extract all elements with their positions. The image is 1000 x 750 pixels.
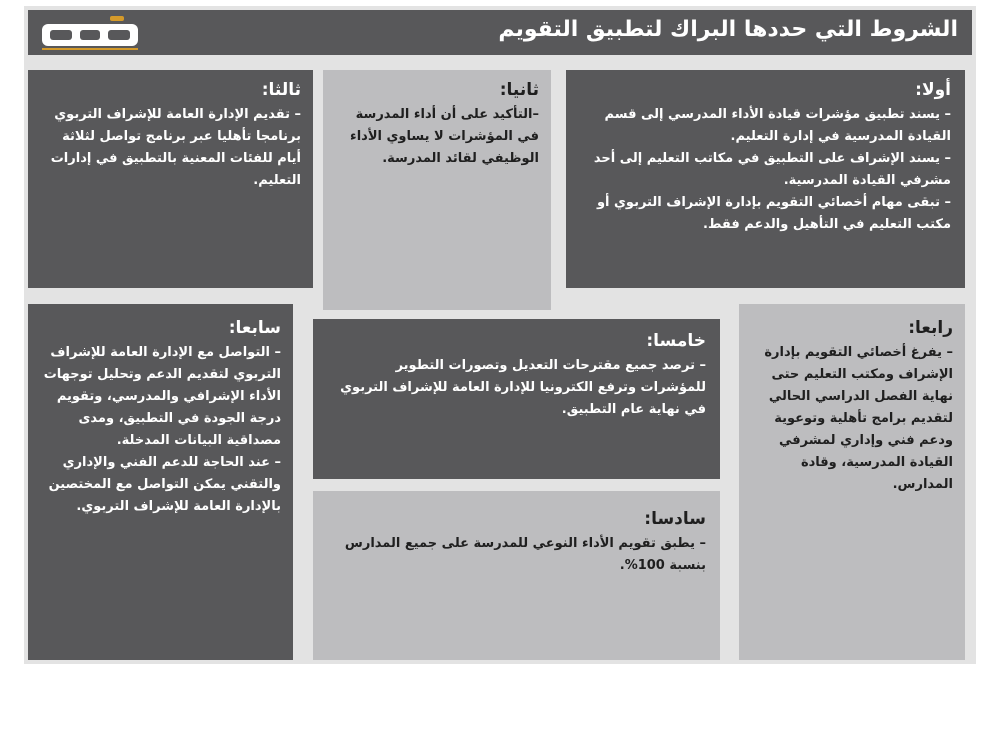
section-first-line-2: – يسند الإشراف على التطبيق في مكاتب التعليم إلى أحد مشرفي القيادة المدرسية.	[593, 151, 951, 188]
section-third-text	[40, 104, 301, 192]
section-sixth-title: سادسا:	[644, 509, 706, 529]
section-seventh-line-2: – عند الحاجة للدعم الفني والإداري والتقني يمكن التواصل مع المختصين بالإدارة العامة للإشراف التربوي.	[48, 455, 281, 514]
section-fifth-title: خامسا:	[646, 331, 706, 351]
section-third-line-1: – تقديم الإدارة العامة للإشراف التربوي برنامجا تأهليا عبر برنامج تواصل لثلاثة أيام للفئات المعنية بالتطبيق في إدارات التعليم.	[50, 107, 301, 188]
section-second-line-1: –التأكيد على أن أداء المدرسة في المؤشرات لا يساوي الأداء الوظيفي لقائد المدرسة.	[350, 107, 539, 166]
section-fifth-text	[327, 355, 706, 421]
section-fourth-title: رابعا:	[908, 318, 953, 338]
section-sixth	[313, 491, 720, 660]
makkah-logo	[38, 14, 143, 52]
header-bar	[28, 10, 972, 55]
section-second	[323, 70, 551, 310]
section-first-line-1: – يسند تطبيق مؤشرات قيادة الأداء المدرسي إلى قسم القيادة المدرسية في إدارة التعليم.	[604, 107, 951, 144]
section-fourth-line-1: – يفرغ أخصائي التقويم بإدارة الإشراف ومكتب التعليم حتى نهاية الفصل الدراسي الحالي لتقديم برامج تأهلية وتوعوية ودعم فني وإداري لمشرفي القيادة المدرسية، وقادة المدارس.	[764, 345, 953, 492]
section-seventh-title: سابعا:	[228, 318, 281, 338]
section-first-line-3: – تبقى مهام أخصائي التقويم بإدارة الإشراف التربوي أو مكتب التعليم في التأهيل والدعم فقط.	[596, 195, 951, 232]
section-seventh-text	[40, 342, 281, 518]
section-first-title: أولا:	[915, 80, 951, 100]
section-fifth	[313, 319, 720, 479]
section-fifth-line-1: – ترصد جميع مقترحات التعديل وتصورات التطوير للمؤشرات وترفع الكترونيا للإدارة العامة للإشراف التربوي في نهاية عام التطبيق.	[340, 358, 706, 417]
section-first	[566, 70, 965, 288]
section-fourth-text	[751, 342, 953, 496]
page-title: الشروط التي حددها البراك لتطبيق التقويم	[498, 17, 958, 42]
section-sixth-line-1: – يطبق تقويم الأداء النوعي للمدرسة على جميع المدارس بنسبة 100%.	[344, 536, 706, 573]
section-third-title: ثالثا:	[261, 80, 301, 100]
section-third	[28, 70, 313, 288]
section-fourth	[739, 304, 965, 660]
section-second-title: ثانيا:	[499, 80, 539, 100]
section-second-text	[335, 104, 539, 170]
section-first-text	[580, 104, 951, 236]
section-seventh	[28, 304, 293, 660]
section-seventh-line-1: – التواصل مع الإدارة العامة للإشراف التربوي لتقديم الدعم وتحليل توجهات الأداء الإشرافي والمدرسي، وتقويم درجة الجودة في التطبيق، ومدى مصداقية البيانات المدخلة.	[43, 345, 281, 448]
section-sixth-text	[327, 533, 706, 577]
